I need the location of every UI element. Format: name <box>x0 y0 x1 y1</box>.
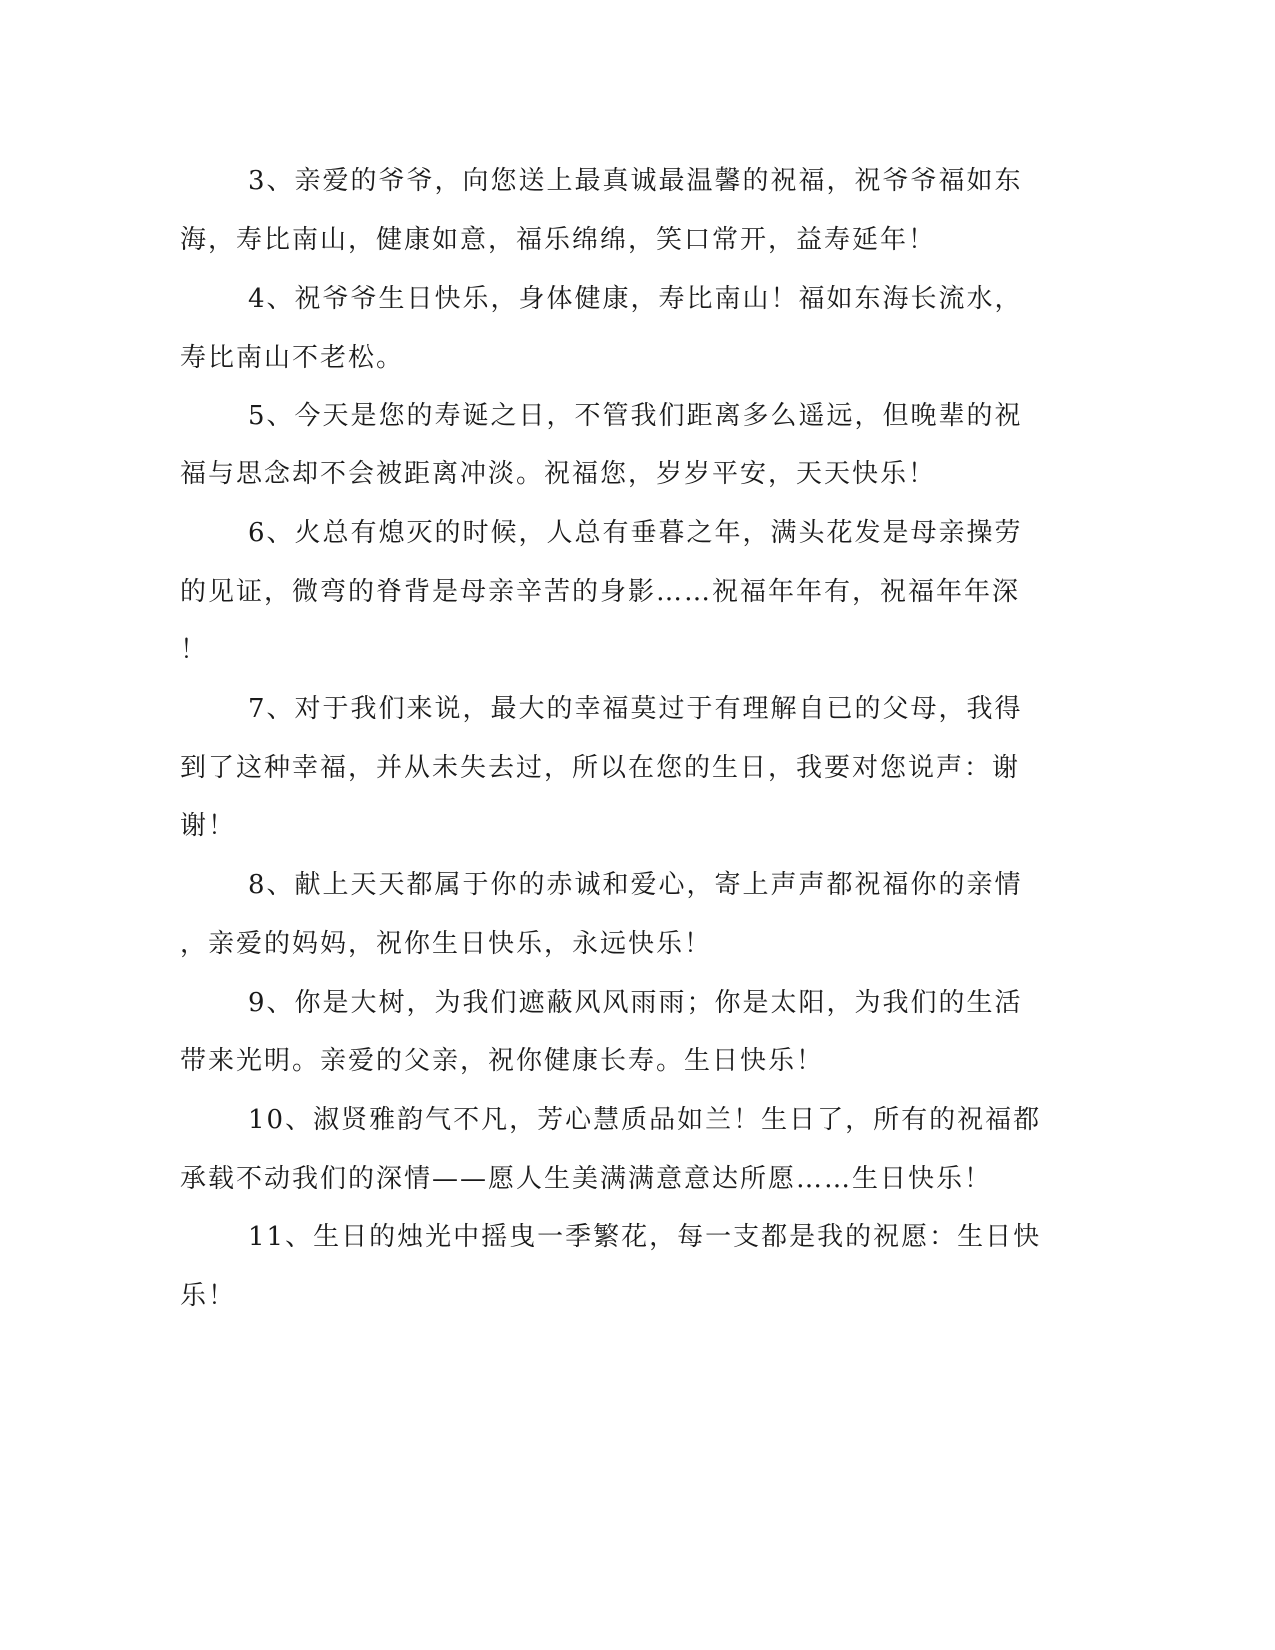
wish-6-line-1: 6、火总有熄灭的时候，人总有垂暮之年，满头花发是母亲操劳 <box>248 518 1023 548</box>
wish-9-line-1: 9、你是大树，为我们遮蔽风风雨雨；你是太阳，为我们的生活 <box>248 988 1023 1018</box>
wish-11-line-1: 11、生日的烛光中摇曳一季繁花，每一支都是我的祝愿：生日快 <box>248 1222 1042 1252</box>
wish-5-line-2: 福与思念却不会被距离冲淡。祝福您，岁岁平安，天天快乐！ <box>180 459 937 489</box>
wish-6-line-2: 的见证，微弯的脊背是母亲辛苦的身影……祝福年年有，祝福年年深 <box>180 577 1021 607</box>
wish-7-line-3: 谢！ <box>180 811 237 841</box>
wish-3-line-1: 3、亲爱的爷爷，向您送上最真诚最温馨的祝福，祝爷爷福如东 <box>248 166 1023 196</box>
wish-7-line-1: 7、对于我们来说，最大的幸福莫过于有理解自已的父母，我得 <box>248 694 1023 724</box>
wish-8-line-1: 8、献上天天都属于你的赤诚和爱心，寄上声声都祝福你的亲情 <box>248 870 1023 900</box>
wish-3-line-2: 海，寿比南山，健康如意，福乐绵绵，笑口常开，益寿延年！ <box>180 225 937 255</box>
wish-11-line-2: 乐！ <box>180 1281 237 1311</box>
wish-4-line-2: 寿比南山不老松。 <box>180 343 405 373</box>
wish-6-line-3: ！ <box>180 635 209 665</box>
wish-7-line-2: 到了这种幸福，并从未失去过，所以在您的生日，我要对您说声：谢 <box>180 753 1021 783</box>
wish-8-line-2: ，亲爱的妈妈，祝你生日快乐，永远快乐！ <box>180 929 713 959</box>
wish-4-line-1: 4、祝爷爷生日快乐，身体健康，寿比南山！福如东海长流水， <box>248 284 1023 314</box>
wish-10-line-2: 承载不动我们的深情——愿人生美满满意意达所愿……生日快乐！ <box>180 1164 993 1194</box>
wish-5-line-1: 5、今天是您的寿诞之日，不管我们距离多么遥远，但晚辈的祝 <box>248 401 1023 431</box>
wish-9-line-2: 带来光明。亲爱的父亲，祝你健康长寿。生日快乐！ <box>180 1046 825 1076</box>
wish-10-line-1: 10、淑贤雅韵气不凡，芳心慧质品如兰！生日了，所有的祝福都 <box>248 1105 1042 1135</box>
